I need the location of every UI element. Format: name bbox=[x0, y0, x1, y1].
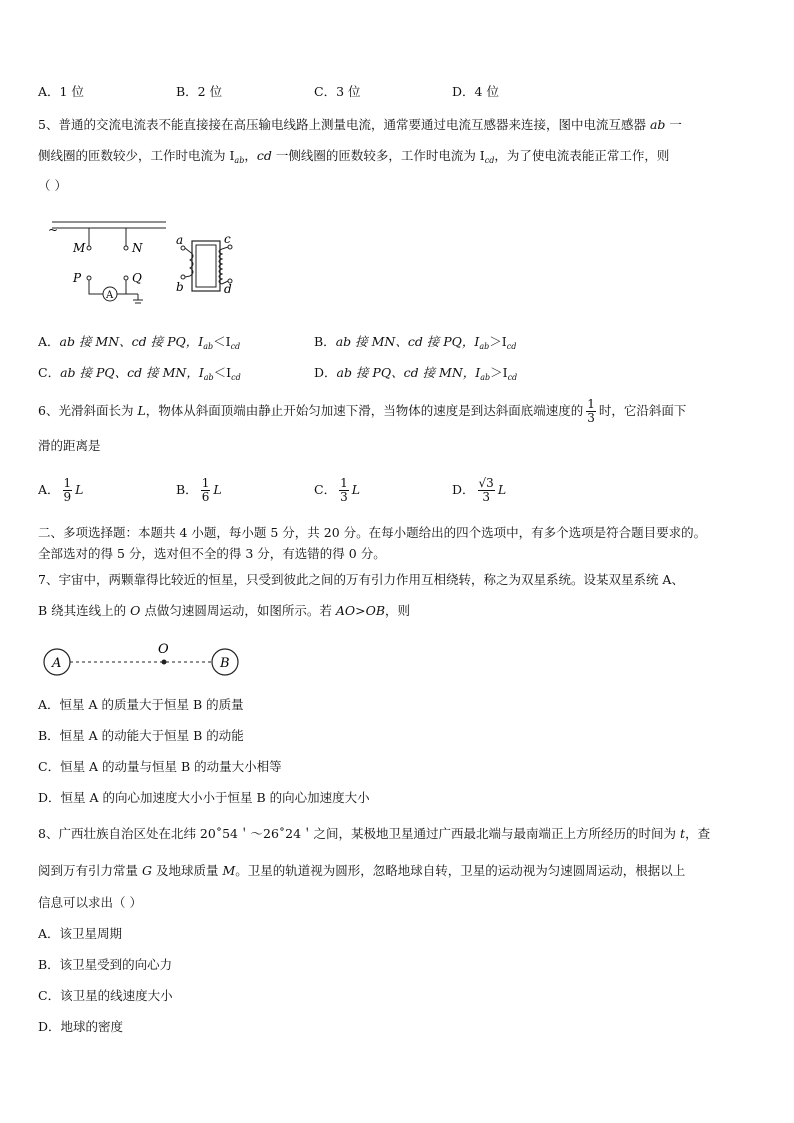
q8-option-b: B．该卫星受到的向心力 bbox=[38, 957, 173, 972]
q5-label-b: b bbox=[176, 280, 184, 294]
q5-label-a: a bbox=[176, 233, 184, 247]
q5-ac-symbol: ~ bbox=[48, 223, 59, 237]
q5-label-c: c bbox=[224, 232, 231, 246]
q5-stem-line1: 5、普通的交流电流表不能直接接在高压输电线路上测量电流，通常要通过电流互感器来连接，图中电流互感器 ab 一 bbox=[38, 117, 682, 132]
q7-option-c: C．恒星 A 的动量与恒星 B 的动量大小相等 bbox=[38, 759, 282, 774]
q4-option-d: D．4 位 bbox=[452, 84, 499, 99]
q6-stem-line1: 6、光滑斜面长为 L，物体从斜面顶端由静止开始匀加速下滑，当物体的速度是到达斜面底端速度的 $\frac{1}{3}$ 时，它沿斜面下 bbox=[38, 397, 687, 425]
q7-center-O bbox=[162, 660, 167, 665]
q7-label-B: B bbox=[220, 656, 230, 671]
q5-stem-line2: 侧线圈的匝数较少，工作时电流为 $I_{ab}$，cd 一侧线圈的匝数较多，工作时电流为 $I_{cd}$，为了使电流表能正常工作，则 bbox=[38, 148, 670, 165]
q5-label-M: M bbox=[73, 241, 86, 255]
q6-option-a: A． $\frac{1}{9}$ L bbox=[38, 476, 84, 504]
q5-transformer-figure bbox=[40, 214, 250, 309]
section2-instructions-line1: 二、多项选择题：本题共 4 小题，每小题 5 分，共 20 分。在每小题给出的四个选项中，有多个选项是符合题目要求的。 bbox=[38, 525, 707, 540]
section2-instructions-line2: 全部选对的得 5 分，选对但不全的得 3 分，有选错的得 0 分。 bbox=[38, 546, 386, 561]
q5-ammeter-label: A bbox=[106, 290, 114, 301]
q7-option-a: A．恒星 A 的质量大于恒星 B 的质量 bbox=[38, 697, 244, 712]
q5-label-P: P bbox=[73, 271, 82, 285]
q7-label-O: O bbox=[158, 642, 169, 657]
q5-option-c: C．ab 接 PQ、cd 接 MN，$I_{ab}<I_{cd}$ bbox=[38, 365, 241, 382]
q6-fraction: $\frac{1}{3}$ bbox=[587, 397, 595, 425]
q5-label-N: N bbox=[132, 241, 143, 255]
q7-binary-star-figure bbox=[40, 640, 250, 682]
q5-label-d: d bbox=[224, 282, 232, 296]
q5-number: 5、 bbox=[38, 117, 59, 132]
q8-option-c: C．该卫星的线速度大小 bbox=[38, 988, 173, 1003]
q6-option-c: C． $\frac{1}{3}$ L bbox=[314, 476, 361, 504]
q5-option-a: A．ab 接 MN、cd 接 PQ，$I_{ab}<I_{cd}$ bbox=[38, 334, 241, 351]
q5-option-d: D．ab 接 PQ、cd 接 MN，$I_{ab}>I_{cd}$ bbox=[314, 365, 518, 382]
q6-stem-line2: 滑的距离是 bbox=[38, 438, 101, 453]
q7-stem-line2: B 绕其连线上的 O 点做匀速圆周运动，如图所示。若 AO>OB，则 bbox=[38, 603, 411, 618]
q7-option-b: B．恒星 A 的动能大于恒星 B 的动能 bbox=[38, 728, 244, 743]
q5-label-Q: Q bbox=[132, 271, 142, 285]
q7-number: 7、 bbox=[38, 572, 59, 587]
q7-label-A: A bbox=[52, 656, 62, 671]
q7-option-d: D．恒星 A 的向心加速度大小小于恒星 B 的向心加速度大小 bbox=[38, 790, 370, 805]
q8-stem-line1: 8、广西壮族自治区处在北纬 20˚54＇～26˚24＇之间，某极地卫星通过广西最北端与最南端正上方所经历的时间为 t，查 bbox=[38, 826, 711, 841]
q8-option-d: D．地球的密度 bbox=[38, 1019, 124, 1034]
q6-option-b: B． $\frac{1}{6}$ L bbox=[176, 476, 222, 504]
q6-number: 6、 bbox=[38, 403, 59, 418]
q5-option-b: B．ab 接 MN、cd 接 PQ，$I_{ab}>I_{cd}$ bbox=[314, 334, 517, 351]
q4-option-b: B．2 位 bbox=[176, 84, 223, 99]
q5-answer-blank: （ ） bbox=[38, 178, 67, 193]
q8-stem-line3: 信息可以求出（ ） bbox=[38, 895, 142, 910]
q8-stem-line2: 阅到万有引力常量 G 及地球质量 M。卫星的轨道视为圆形，忽略地球自转，卫星的运动视为匀速圆周运动，根据以上 bbox=[38, 863, 686, 878]
q8-number: 8、 bbox=[38, 826, 59, 841]
q8-option-a: A．该卫星周期 bbox=[38, 926, 123, 941]
q6-option-d: D． $\frac{√3}{3}$ L bbox=[452, 476, 507, 504]
q7-stem-line1: 7、宇宙中，两颗靠得比较近的恒星，只受到彼此之间的万有引力作用互相绕转，称之为双星系统。设某双星系统 A、 bbox=[38, 572, 684, 587]
q4-option-a: A．1 位 bbox=[38, 84, 84, 99]
q4-option-c: C．3 位 bbox=[314, 84, 361, 99]
